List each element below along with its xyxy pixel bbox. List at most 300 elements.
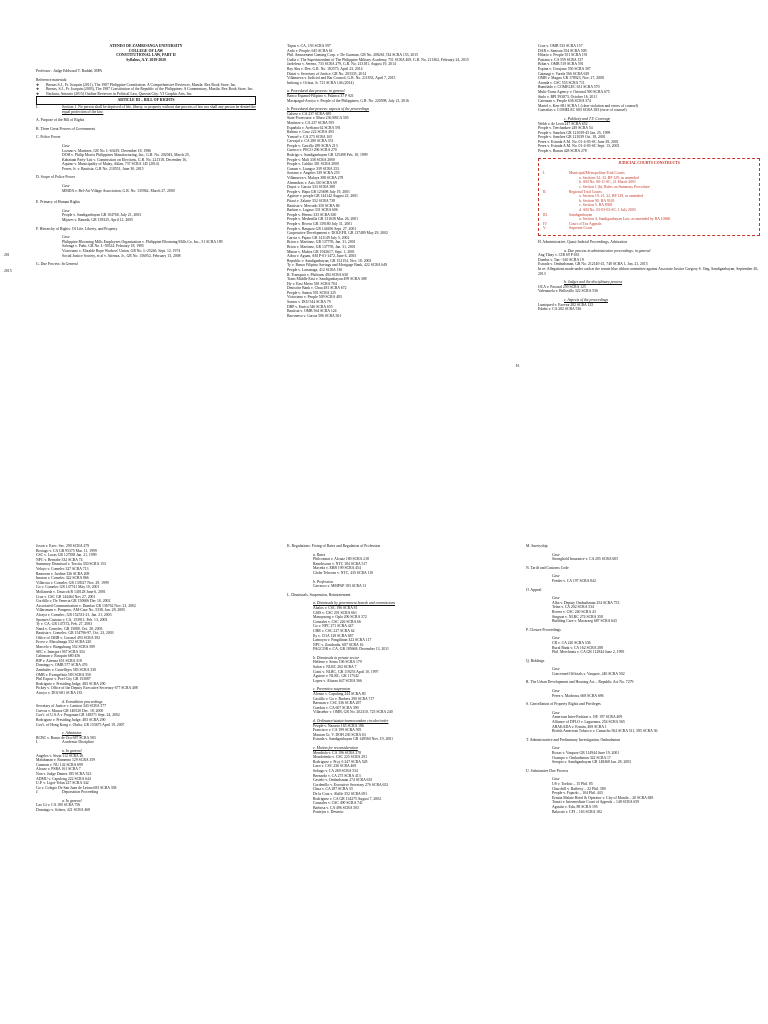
box-item-text: Sandiganbayan xyxy=(569,212,593,217)
case-item: Sinlo v. BPI 593873, October 16, 2011 xyxy=(538,94,597,99)
topic-d: D. Scope of Police Power xyxy=(36,175,76,180)
case-item: Ysmael v. CA 273 SCRA 165 xyxy=(287,134,333,139)
case-item: Mauran Gr. V. DOH 230 SCRA 63 xyxy=(313,732,366,737)
case-item: Bosiago v. CA GR 95375 Mar. 11, 1999 xyxy=(36,548,97,553)
topic-c: C. Police Power xyxy=(36,135,61,140)
case-item: Nand v. Comelec, GR 15080, Oct. 28, 2003 xyxy=(36,626,103,631)
case-item: Castelo v. Ombudsman 274 SCRA 635 xyxy=(313,778,373,783)
subtopic-heading: c. Publicity and T.V. Coverage xyxy=(564,116,611,121)
case-item: Rodriguez v. Presiding Judge, 483 SCRA 290 xyxy=(36,717,106,722)
margin-number: 2015 xyxy=(4,269,12,273)
case-item: Bilun v. OMB 519 SCRA 591 xyxy=(538,62,584,67)
case-list xyxy=(287,751,509,815)
case-item: Garcia v. Pajaro GR 141149 July 5, 2002 xyxy=(287,235,350,240)
case-item: Domingo v. Scheer, 421 SCRA 468 xyxy=(36,808,90,813)
box-item-text: Court of Tax Appeals xyxy=(569,221,602,226)
case-item: Barbon v. Lugaso 331 SCRA 606 xyxy=(287,208,338,213)
case-item: Imutan v. Comelec 322 SCRA 866 xyxy=(36,576,89,581)
case-item: Imbong v. Ochoa, Jr. 721 SCRA 146 (2014) xyxy=(287,80,354,85)
case-item: Angeles v. Sison 112 SCRA 26 xyxy=(36,753,84,758)
case-item: PAGCOR v. CA, GR 185668, December 13, 2011 xyxy=(313,647,389,652)
case-item: Alcaya v. Comelec, GR 152531-21, Jan. 21, 2003 xyxy=(36,612,112,617)
case-item: Cordenillo v. Executive Secretary 276 SCRA 652 xyxy=(313,782,389,787)
case-item: R. Transport v. Philtrans 494 SCRA 630 xyxy=(287,272,348,277)
case-item: Dueñas v. Tan - 610 SCRA 19 xyxy=(538,257,584,262)
case-item: Alonzo v. Capulong 244 SCRA 80 xyxy=(313,692,366,697)
case-item: Zambales v. Castellejos 583 SCRA 330 xyxy=(36,668,96,673)
topic-b: B. Three Great Powers of Government xyxy=(36,126,95,131)
case-item: Kabataan Party-List v. Commission on Elections, G.R. No. 221318, December 16, xyxy=(62,157,188,162)
case-label: Case xyxy=(62,235,70,240)
case-item: Perez v. Madrona, 668 SCRA 696 xyxy=(552,693,604,698)
case-item: OMB v. Evangelista 583 SCRA 350 xyxy=(36,672,91,677)
case-item: Minon v. Muñoz GR 1943617, Sept. 1, 2001 xyxy=(287,249,355,254)
case-item: Ty v. CA, GR 147372, Feb. 27, 2003 xyxy=(36,622,93,627)
case-item: Phil Export v. Poel City GR 153087 xyxy=(36,677,91,682)
topic-g: G. Due Process: In General xyxy=(36,262,78,267)
case-item: People v. Bonan 428 SCRA 278 xyxy=(538,149,587,154)
case-item: Webb v. de Leon 247 SCRA 652 xyxy=(538,121,588,126)
case-list xyxy=(538,122,760,154)
case-item: Villaseñor v. OMB, GR No. 202310, 725 SCRA 240 xyxy=(313,710,393,715)
case-item: OCA v. Pascual 259 SCRA 125 xyxy=(538,284,586,289)
case-item: Mendiola v. CA 196 SCRA 278 xyxy=(313,750,362,755)
topic-a: A. Purpose of the Bill of Rights xyxy=(36,118,85,123)
professor: Professor : Judge Eddward T. Baddal, MPA xyxy=(36,69,103,74)
topic-q: Q. Biddings xyxy=(526,658,545,663)
case-item: People v. Fajardo – 104 Phil. 443 xyxy=(552,791,603,796)
case-label: Case xyxy=(552,667,560,672)
box-item-number: III. xyxy=(543,212,548,217)
case-item: Brion v. Martinez, GR 137795, Jan. 31, 2001 xyxy=(287,244,356,249)
subtopic-heading: c. Aspects of the proceedings xyxy=(564,297,608,302)
case-label: Case xyxy=(552,552,560,557)
case-item: DBP v. Enrica 546 SCRA 655 xyxy=(287,304,333,309)
case-item: Mondoñedo v. CSC 225 SCRA 291 xyxy=(313,755,367,760)
case-item: Conti v. NLRC, GR 119253 April 10, 1997 xyxy=(313,669,379,674)
case-item: People v. Sandiganbayan GR 104768, July 21, 2003 xyxy=(62,213,142,218)
college-name: COLLEGE OF LAW xyxy=(128,48,164,53)
case-item: Aranda v. CSC 553 SCRA 711 xyxy=(538,80,585,85)
case-item: Singson v. NLRC 274 SCRA 358 xyxy=(552,614,603,619)
case-item: SEC v. Interport 567 SCRA 354 xyxy=(36,649,85,654)
school-name: ATENEO DE ZAMBOANGA UNIVERSITY xyxy=(109,44,183,48)
case-item: Cruz v. OMB 533 SCRA 157 xyxy=(538,44,583,48)
case-item: Barbosa v. CA 496 SCRA 503 xyxy=(313,805,359,810)
case-item: Ferrer, Jr. v. Bautista, G.R No. 210551, June 30, 2015 xyxy=(62,166,144,171)
case-item: Associated Communication v. Dumlao GR 136762 Nov. 21, 2002 xyxy=(36,603,136,608)
case-label: Case xyxy=(552,746,560,751)
topic-m: M. Suretyship xyxy=(526,544,548,548)
topic-number: I. xyxy=(36,740,39,745)
subtopic-heading: e. Admission xyxy=(62,731,82,736)
case-item: Carvajal v. CA 280 SCRA 351 xyxy=(287,139,334,144)
case-item: Go v. Comelec GR 147741 May 10, 2001 xyxy=(36,585,100,590)
case-item: Rivera v. CSC 240 SCRA 43 xyxy=(552,609,596,614)
section-text: Section 1. No person shall be deprived of life, liberty, or property without due process of law nor shall any person be denied the equal protection of the law. xyxy=(62,104,256,114)
case-item: ADMU v. Capulong 222 SCRA 644 xyxy=(36,776,91,781)
case-item: Republic v. Sandiganbayan, GR 152154, Nov. 18, 2003 xyxy=(287,258,372,263)
case-item: Estrada v. Sandiganbayan GR 148560 Nov. 19, 2001 xyxy=(313,737,394,742)
case-item: Philcomsat v. Alcuaz 180 SCRA 218 xyxy=(313,557,369,562)
case-item: Erceo v. Macalinagu 552 SCRA 220 xyxy=(36,640,92,645)
box-item xyxy=(543,190,755,195)
case-item: Aguirre v. people GR 144142 August 23, 2001 xyxy=(287,194,358,199)
box-item-number: I. xyxy=(543,171,546,176)
box-item-number: V. xyxy=(543,226,547,231)
case-item: Jardeleza v. Sereno, 733 SCRA 279, G.R. No. 213181, August 19, 2014 xyxy=(287,62,396,67)
case-item: People v. Medenilla GR 131638 Mar. 26, 2001 xyxy=(287,217,359,222)
case-item: U.P. v. Ligot-Telan 227 SCRA 342 xyxy=(36,781,89,786)
column-1 xyxy=(36,44,256,444)
case-item: Bautista v. OMB 564 SCRA 124 xyxy=(287,309,337,314)
box-title: JUDICIAL COURTS CONSTRUCTS xyxy=(618,160,680,165)
syllabus-year: Syllabus, A.Y. 2019-2020 xyxy=(126,57,166,62)
case-item: People v. Mali 338 SCRA 2000 xyxy=(287,157,335,162)
case-item: American Inter-Fashion v. OP, 197 SCRA 409 xyxy=(552,715,623,720)
box-item xyxy=(543,171,755,176)
case-item: People v. Hermo 333 SCRA 630 xyxy=(287,212,337,217)
case-item: De la Cruz v. Abille 352 SCRA 691 xyxy=(313,791,368,796)
case-item: Phil. Merchants v. CA GR 112844 June 2, 1995 xyxy=(552,650,625,655)
reference-item: ❖ Bernas S.J., Fr. Joaquin (2011), The 1987 Philippine Constitution: A Comprehensive Reviewer, Manila: Rex Book Store, Inc. xyxy=(36,83,256,88)
box-subitem: b. AM No. 00-11-SC, 21 March 2001 xyxy=(579,180,636,185)
case-item: Rumilado v. COMELEC 631 SCRA 570 xyxy=(538,85,600,90)
case-item: People v. Teechankee 249 SCRA 54 xyxy=(538,126,593,131)
case-item: Ray Shu v. Dee, G.R. No. 182573, April 23, 2014 xyxy=(287,66,363,71)
reference-item: ❖ Nachura, Antonio (2015) Outline Reviewer in Political Law, Quezon City: VJ Graphic Arts, Inc. xyxy=(36,92,256,97)
case-item: Manayaong v. Opla 206 SCRA 372 xyxy=(313,615,367,620)
case-item: Ily v. COA 128 SCRA 687 xyxy=(313,633,354,638)
case-item: ABAKADA v. Ermita, 469 SCRA 1 xyxy=(552,724,607,729)
case-item: Malabanan v. Ramento 129 SCRA 359 xyxy=(36,758,96,763)
case-item: Alcuaz v. PSBA 161 SCRA 7 xyxy=(36,767,81,772)
case-item: Perez v. Estrada A.M. No. 01-4-03-SC June 29, 2001 xyxy=(538,139,619,144)
case-item: Rodriguez v. Presiding Judge, 483 SCRA 290 xyxy=(36,681,106,686)
case-item: People v. Caldito 301 SCRA 2000 xyxy=(287,162,339,167)
case-item: Gozum v. Liangco 339 SCRA 253 xyxy=(287,166,340,171)
topic-p: P. Closure Proceedings xyxy=(526,627,561,632)
case-item: Almendras v. Asis 330 SCRA 69 xyxy=(287,180,337,185)
case-item: Arroyo v. DOJ 681 SCRA 181 xyxy=(36,691,83,695)
box-item-number: IV. xyxy=(543,221,548,226)
box-item-text: Regional Trial Courts xyxy=(569,189,602,194)
case-item: Martel v. Kerr 681 SCRA 1 (clear violation and errors of counsel) xyxy=(538,103,638,108)
case-label: Case xyxy=(62,143,70,148)
case-item: People v. Santos 501 SCRA 325 xyxy=(287,290,336,295)
case-item: Lopez v. Alturas 647 SCRA 566 xyxy=(313,678,362,683)
topic-k: K. Regulations: Fixing of Rates and Regulation of Profession xyxy=(287,544,381,548)
case-item: Marcelo v. Bungubung 552 SCRA 589 xyxy=(36,645,95,650)
case-item: Ang Tibay v. CIR 69 P 635 xyxy=(538,253,580,258)
case-item: DOH v. Philip Morris Philippines Manufacturing, Inc., G.R. No. 202943, March 25, xyxy=(62,153,190,158)
box-subitem: a. Section 4, Sandiganbayan Law, as amended by RA 10660 xyxy=(579,217,671,222)
case-item: Sponses Castano v. CA, 153911, Feb. 13, 2003 xyxy=(36,617,108,622)
case-item: CHR v. CSC 227 SCRA 62 xyxy=(313,628,355,633)
case-item: Sebugo v. CA 269 SCRA 534 xyxy=(313,768,358,773)
case-label: Case xyxy=(552,596,560,601)
topic-u: U. Substantive Due Process xyxy=(526,768,569,773)
case-item: Cahiman v. Rosquin 680 456 xyxy=(36,654,81,659)
topic-number: J. xyxy=(36,790,39,795)
box-item xyxy=(543,226,755,231)
box-item-number: II. xyxy=(543,189,547,194)
section-number: I. xyxy=(36,104,39,109)
case-item: Rodriguez v. CA GR 134275 August 7, 2002 xyxy=(313,796,381,801)
case-label: Case xyxy=(552,574,560,579)
case-item: Victoriano v. People 509 SCRA 483 xyxy=(287,295,342,300)
case-item: Velayo v. Comelec 327 SCRA 713 xyxy=(36,566,89,571)
case-item: Lozano v. Martinez, GR No. L-63419, December 18, 1986 xyxy=(62,148,152,153)
case-item: Office of OMB v. Coronel 493 SCRA 392 xyxy=(36,635,101,640)
case-item: Churchill v. Rafferty – 32 Phil. 580 xyxy=(552,786,606,791)
case-item: Maceda v. ERB 199 SCRA 454 xyxy=(313,566,361,571)
case-item: Mollaneda v. Umacob R 140128 June 6, 2001 xyxy=(36,589,106,594)
case-list xyxy=(538,44,760,113)
topic-i xyxy=(36,740,258,745)
case-item: Feeder v. CA 197 SCRA 842 xyxy=(552,578,596,583)
subtopic-heading: a. Dismissals by government boards and commissions xyxy=(313,601,396,606)
case-item: Ramoran v. Jardine 326 SCRA 208 xyxy=(36,571,90,576)
column-2 xyxy=(287,44,505,444)
case-item: People v. Sanchez GR 121039-45 Jan. 25, 1999 xyxy=(538,130,611,135)
case-item: Castillo v. Go v. Barbers 290 SCRA 717 xyxy=(313,696,375,701)
case-item: Non v. Judge Dames 185 SCRA 523 xyxy=(36,771,92,776)
case-item: Agustin v. Edu, 88 SCRA 195 xyxy=(552,804,598,809)
case-item: DAR v. Samson 554 SCRA 509 xyxy=(538,48,587,53)
case-item: Cooperative Development v. DOLEFIL GR 137489 May 29, 2002 xyxy=(287,231,388,236)
case-item: Bautista v. Comelec, GR 154796-97, Oct. 23, 2003 xyxy=(36,631,114,636)
subtopic-heading: a. Procedural due process: in general xyxy=(287,89,345,94)
case-item: Guerailas v. COMELEC 683 SCRA 383 (error of counsel) xyxy=(538,108,627,113)
topic-l: L. Dismissals, Suspension, Reinstatement xyxy=(287,592,351,597)
case-item: US v. Toribio – 15 Phil. 85 xyxy=(552,781,593,786)
case-label: Case xyxy=(552,777,560,782)
case-item: Alba v. Deputy Ombudsman 254 SCRA 753 xyxy=(552,600,620,605)
topic-t: T. Administrative and Preliminary Investigation, Ombudsman xyxy=(526,737,620,742)
topic-f: F. Hierarchy of Rights: Of Life, Liberty, and Property xyxy=(36,226,118,231)
case-item: Philippine Blooming Mills Employees Organization v. Philippine Blooming Mills Co. Inc., 51 SCRA 189 xyxy=(62,239,223,244)
case-item: Stronghold Insurance v. CA 205 SCRA 605 xyxy=(552,557,619,562)
margin-number: 201 xyxy=(4,253,10,257)
case-item: Soriano v. Angeles 339 SCRA 253 xyxy=(287,171,340,176)
case-item: People v. Hapa GR 125698 July 19, 2001 xyxy=(287,189,350,194)
subtopic-heading: a. Rates xyxy=(313,552,326,557)
case-item: In re: Allegations made under oath at the senate blue ribbon committee against Associate Justice Gregory S. Ong, Sandiganbayan, September 26, 2013 xyxy=(538,266,759,276)
case-item: Hellene v. Siena 196 SCRA 179 xyxy=(313,660,362,665)
case-item: Cuevas v. Munoz GR 140520 Dec. 18, 2000 xyxy=(36,708,104,713)
margin-label-h xyxy=(516,364,536,369)
case-item: Lao Gi v. CA 180 SCRA 756 xyxy=(36,803,81,808)
case-item: Pastana v. CA 559 SCRA 137 xyxy=(538,57,584,62)
case-label: Case xyxy=(62,184,70,189)
case-item: Rodrigo v. Sandiganbayan GR 125498 Feb. 18, 1999 xyxy=(287,153,368,158)
case-item: Lumiqued v. Exevea 282 SCRA 125 xyxy=(538,302,594,307)
case-item: Summary Dismissal v. Torcita 330 SCRA 153 xyxy=(36,562,106,567)
box-subitem: a. Section 19, 21, 22, BP 129, as amended xyxy=(579,194,643,199)
box-subitem: a. Sections 32, 33, BP 129, as amended xyxy=(579,175,639,180)
box-subitem: c. Section 1 (b), Rules on Summary Procedure xyxy=(579,185,650,190)
reference-item: ❖ Bernas, S.J., Fr. Joaquin (2003), The 1987 Constitution of the Republic of the Philippines: A Commentary, Manila: Rex Book Store, Inc. xyxy=(36,87,256,92)
case-list xyxy=(287,692,509,715)
case-item: Multi-Trans Agency v. Oriental 590 SCRA 675 xyxy=(538,89,610,94)
case-item: Ardo v. People, 645 SCRA 61 xyxy=(287,48,333,53)
case-item: Aquino v. Municipality of Malay, Aklan, 737 SCRA 145 (2014) xyxy=(62,162,159,167)
case-item: Victoriano v. Elizalde Rope Workers' Union, GR No. L-25246, Sept. 12, 1974 xyxy=(62,249,181,253)
case-item: Edaño v. CA 282 SCRA 536 xyxy=(538,307,582,312)
case-list xyxy=(36,544,258,696)
case-item: People v. Sanchez GR 121039 Oct. 18, 2001 xyxy=(538,135,606,140)
case-item: Gatmagi v. Varela 566 SCRA 629 xyxy=(538,71,590,76)
subtopic-heading: b. Dismissals in private sector xyxy=(313,655,360,660)
case-item: Gonzales v. CSC 490 SCRA 741 xyxy=(313,801,363,806)
case-item: Francisco v. CA 199 SCRA 595 xyxy=(313,728,362,733)
case-item: NPC v. Zondradis, 687 SCRA 16 xyxy=(313,642,364,647)
box-subitem: c. Section 5, RA 8369 xyxy=(579,203,613,208)
case-item: Ocampo v. Ombudsman 322 SCRA 17 xyxy=(552,755,611,760)
case-item: GSIS v. CSC 201 SCRA 661 xyxy=(313,610,357,615)
case-item: Duyot v. Garcia 333 SCRA 380 xyxy=(287,185,336,190)
case-item: Brion v. Martinez, GR 137795, Jan. 31, 2001 xyxy=(287,240,356,245)
case-item: Roxas v. Vasquez GR 114944 June 19, 2001 xyxy=(552,751,620,755)
case-label: Case xyxy=(552,689,560,694)
case-item: Trans Middle East v. Sandiganbayan 499 SCRA 308 xyxy=(287,277,367,282)
case-item: Mijares v. Ranada, GR 139325, April 12, 2005 xyxy=(62,218,133,223)
case-list xyxy=(287,112,505,319)
case-item: Lazo v. CSC 236 SCRA 469 xyxy=(313,764,357,769)
case-item: People v. Rivera GR 139180 July 31, 2001 xyxy=(287,221,353,226)
case-item: Tupas v. CA, 193 SCRA 597 xyxy=(287,44,331,48)
case-item: Aguirre v. NLRC, GR 117542 xyxy=(313,674,359,679)
case-item: Go v. Colegio De San Juan de Letran 683 SCRA 358 xyxy=(36,785,117,790)
box-subitem: b. Section 90, RA 9165 xyxy=(579,198,615,203)
subtopic-heading: e. Motion for reconsideration xyxy=(313,745,358,750)
case-item: Secretary of Justice v. Lantion 343 SCRA 377 xyxy=(36,704,106,709)
case-item: Española v. Aveliana 62 SCRA 591 xyxy=(287,125,341,130)
case-item: Joson v. Exec. Sec. 290 SCRA 279 xyxy=(36,544,90,548)
case-item: Gov't. of U.S.A v. Purganan GR 148571 Sept. 24, 2002 xyxy=(36,713,120,718)
case-item: People v. Basquez GR 144656 Sept. 27, 2001 xyxy=(287,226,357,231)
subtopic-heading: d. Extradition proceedings xyxy=(62,699,103,704)
subtopic-heading: c. Preventive suspension xyxy=(313,687,351,692)
topic-s: S. Cancellation of Property Rights and Privileges xyxy=(526,702,601,707)
case-item: Condon v. CA 607 SCRA 390 xyxy=(313,705,359,710)
article-heading: ARTICLE III – BILL OF RIGHTS xyxy=(36,96,256,105)
column-5 xyxy=(287,544,509,1022)
section-1 xyxy=(36,105,256,114)
case-item: British American Tobacco v. Camacho 562 SCRA 511, 585 SCRA 36 xyxy=(552,729,658,734)
case-item: Social Justice Society, et al v. Atienza, Jr., GR No. 156052, February 13, 2008 xyxy=(62,253,181,258)
case-item: Hilario v. People 551 SCRA 191 xyxy=(538,53,588,58)
case-item: People v. Larranaga, 412 SCRA 130 xyxy=(287,267,343,272)
case-item: Catenzan v. People 636 SCRA 374 xyxy=(538,99,591,104)
case-item: Building Care v. Macaraeg 687 SCRA 643 xyxy=(552,619,617,624)
case-item: Bernardo v. CA 275 SCRA 413 xyxy=(313,773,361,778)
case-item: CB v. CA 220 SCRA 536 xyxy=(552,640,591,645)
topic-o: O. Appeal xyxy=(526,587,542,592)
case-item: Galvez v. CA 237 SCRA 685 xyxy=(287,111,332,116)
case-item: BIP v. Atienza 651 SCRA 318 xyxy=(36,658,82,663)
case-item: Pickey v. Office of the Deputy Executive Secretary 677 SCRA 408 xyxy=(36,686,138,691)
case-item: Cordillo v. De Venecia GR 150606 Dec 10, 2002 xyxy=(36,599,111,604)
case-item: Barroneso v. Garcia 586 SCRA 561 xyxy=(287,313,342,318)
case-item: Ramdiscom v. NTC 184 SCRA 517 xyxy=(313,561,368,566)
case-item: Chua v. CA 287 SCRA 33 xyxy=(313,787,353,792)
case-item: Disini v. Secretary of Justice, GR No. 203335, 2014 xyxy=(287,71,367,76)
case-item: Deutsche Bank v. Chua 481 SCRA 672 xyxy=(287,286,347,291)
case-item: Abalos v. CSC 196 SCRA 81 xyxy=(313,605,358,610)
case-item: Perez v. Estrada A.M. No. 01-4-03-SC Sept. 13, 2001 xyxy=(538,144,620,149)
references-title: Reference materials: xyxy=(36,77,68,82)
box-item-text: Supreme Court xyxy=(569,226,593,231)
case-item: State Prosecutor v. Muro 236 SRCA 505 xyxy=(287,116,349,121)
case-item: Balacuit v. CFI – 163 SCRA 182 xyxy=(552,809,602,814)
section-letter: H. xyxy=(516,364,520,368)
subtopic-heading: a. Due process in administrative proceedings: in general xyxy=(564,248,651,253)
case-list xyxy=(287,606,509,652)
topic-text: Deportation Proceeding xyxy=(62,790,99,795)
case-item: Cudia v. The Superintendent of The Philippine Military Academy, 751 SCRA 469, G.R. No. 211362, February 24, 2015 xyxy=(287,57,469,62)
case-label: Case xyxy=(552,636,560,641)
case-item: Cruz v. CSC GR 144464 Nov 27, 2001 xyxy=(36,594,96,599)
column-3 xyxy=(538,44,760,464)
case-item: Go v. NPC 271 SCRA 447 xyxy=(313,624,354,629)
case-item: Martinez v. CA 237 SCRA 595 xyxy=(287,120,335,125)
case-item: Carrasco v. MMPAP 183 SCRA 31 xyxy=(313,584,367,589)
case-item: Serapio v. Sandiganbayan GR 148468 Jan. 28, 2003 xyxy=(552,760,632,765)
case-item: Globe Telecom v. NTC, 435 SCRA 110 xyxy=(313,570,374,575)
topic-r: R. The Urban Development and Housing Act – Republic Act No. 7279 xyxy=(526,680,634,685)
course-name: CONSTITUTIONAL LAW, PART II xyxy=(116,53,176,58)
case-item: People v. Nazario 165 SCRA 186 xyxy=(313,723,364,728)
subtopic-heading: b. Profession xyxy=(313,579,333,584)
case-item: Ty v. Banco Filipino Savings and Mortgage Bank, 422 SCRA 649 xyxy=(287,263,388,268)
case-item: NPC v. Bernabe 332 SCRA 74 xyxy=(36,557,83,562)
case-item: Baeasan v. CSC 336 SCRA 287 xyxy=(313,701,362,706)
case-item: CSC v. Lucas GR 127838 Jan. 21, 1999 xyxy=(36,553,97,558)
case-item: Cuenco v. PECO 296 SCRA 270 xyxy=(287,148,337,153)
case-item: RCBC v. Banco de Oro 687 SCRA 583 xyxy=(36,735,96,740)
case-item: Banco Espanol-Filipino v. Palanca 37 P 921 xyxy=(287,93,354,98)
case-item: Domingo v. OMB 577 SCRA 476 xyxy=(36,663,88,668)
topic-h: H. Administrative, Quasi-Judicial Proceedings, Arbitration xyxy=(538,239,628,244)
subtopic-heading: b. Judges and the disciplinary process xyxy=(564,280,623,285)
case-label: Case xyxy=(552,710,560,715)
subtopic-heading: a. In general xyxy=(62,748,82,753)
reference-list xyxy=(36,83,256,97)
box-subitem: d. AM No. 03-03-03-SC, 1 July 2003 xyxy=(579,208,636,212)
judicial-courts-box xyxy=(538,158,760,236)
case-item: Concerned Officials v. Vasquez, 240 SCRA 502 xyxy=(552,671,625,676)
case-item: Hy v. East Metro 581 SCRA 704 xyxy=(287,281,337,286)
case-item: Aibra v. Aguan, AM P-01-1472, June 6, 2003 xyxy=(287,254,357,259)
case-item: People v. Castillo 289 SCRA 213 xyxy=(287,143,338,148)
case-item: Rabino v. Cruz 222 SCRA 493 xyxy=(287,130,334,135)
case-item: Telan v. CA 202 SCRA 534 xyxy=(552,605,594,610)
case-item: Rural Bank v. CA 162 SCRA 288 xyxy=(552,645,603,650)
case-item: Macapagal-Arroyo v. People of the Philippines, G.R. No. 220598, July 21, 2016 xyxy=(287,98,409,103)
case-list xyxy=(287,724,509,742)
case-item: Lamoyra v. Pangilinan 322 SCRA 117 xyxy=(313,638,372,643)
case-item: Gonzales v. CSC 226 SCRA 66 xyxy=(313,619,361,624)
topic-j xyxy=(36,790,258,795)
case-item: Rodriguez v. Proj. 6 247 SCRA 528 xyxy=(313,759,368,764)
case-item: Salon v. NLRC 202 SCRA 7 xyxy=(313,665,357,670)
case-item: Ermita Malate Hotel & Operator v. City of Manila – 20 SCRA 849 xyxy=(552,795,654,800)
case-item: Espina v. Cerujano 550 SCRA 307 xyxy=(538,66,591,71)
case-item: Villanueva v. Judicial and Bar Council, G.R. No. 211833, April 7, 2015 xyxy=(287,76,396,81)
case-list xyxy=(287,660,509,683)
